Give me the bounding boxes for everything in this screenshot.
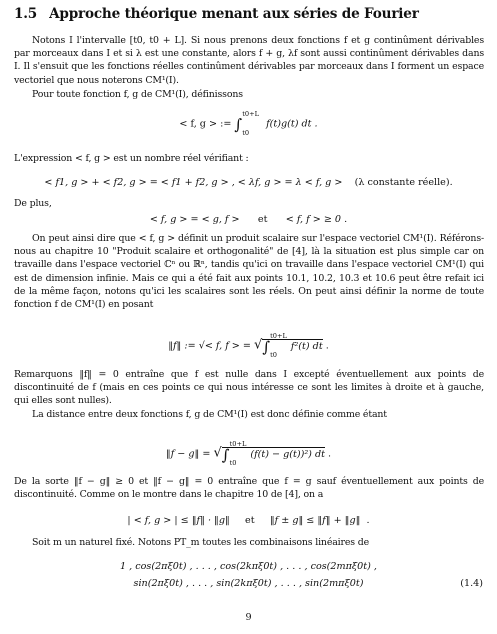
paragraph-3: L'expression < f, g > est un nombre réel vérifiant : [14,153,249,164]
integral-upper-limit: t0+L [242,110,259,118]
norm-integrand: f²(t) dt [290,340,323,352]
inner-product-lhs: < f, g > := [179,118,232,130]
paragraph-6: Remarquons ‖f‖ = 0 entraîne que f est nulle dans I excepté éventuellement aux points de discontinuité de f (mais en ces points ce qui nous intéresse ce sont les limites à droite et à gauche, qui elles sont nulles). [14,369,484,407]
section-heading [14,6,419,22]
integral-lower-limit: t0 [270,351,277,359]
integral-sign: ∫ [234,115,243,134]
equation-trig-line-2 [0,578,497,589]
paragraph-4: De plus, [14,198,52,209]
cauchy-schwarz-inequality: | < f, g > | ≤ ‖f‖ · ‖g‖ [127,515,230,526]
equation-inner-product [0,110,497,138]
trig-basis-cosines: 1 , cos(2πξ0t) , . . . , cos(2kπξ0t) , . . . , cos(2mπξ0t) , [120,561,377,572]
norm-lhs: ‖f‖ := √< f, f > = [168,340,251,352]
equation-trig-line-1 [0,561,497,572]
conjunction-et: et [245,515,255,526]
integral-upper-limit: t0+L [270,332,287,340]
integral-upper-limit: t0+L [229,440,247,448]
symmetry-property: < f, g > = < g, f > [149,214,240,225]
sqrt-sign: √ [254,337,263,353]
distance-integrand: (f(t) − g(t))²) dt [250,448,325,460]
equation-cauchy-schwarz: | < f, g > | ≤ ‖f‖ · ‖g‖ et ‖f ± g‖ ≤ ‖f‖ + ‖g‖ . [127,515,370,526]
linearity-properties: < f1, g > + < f2, g > = < f1 + f2, g > , < λf, g > = λ < f, g > [44,177,343,188]
paragraph-8: De la sorte ‖f − g‖ ≥ 0 et ‖f − g‖ = 0 entraîne que f = g sauf éventuellement aux points de discontinuité. Comme on le montre dans le chapitre 10 de [4], on a [14,476,484,501]
conjunction-et: et [257,214,268,225]
equation-number: (1.4) [460,578,483,589]
page-number: 9 [245,612,252,623]
paragraph-2: Pour toute fonction f, g de CM¹(I), définissons [32,89,243,100]
trig-basis-sines: sin(2πξ0t) , . . . , sin(2kπξ0t) , . . . , sin(2mπξ0t) [133,578,364,589]
positivity-property: < f, f > ≥ 0 . [285,214,348,225]
equation-norm: ‖f‖ := √< f, f > = √∫ t0+L t0 f²(t) dt . [168,332,329,359]
paragraph-5: On peut ainsi dire que < f, g > définit un produit scalaire sur l'espace vectoriel CM¹(I). Référons-nous au chapitre 10 "Produit scalaire et orthogonalité" de [4], là la situation est plus simple car on travaille dans l'espace vectoriel ℂⁿ ou ℝⁿ, tandis qu'ici on travaille dans l'espace vectoriel CM¹(I) qui est de dimension infinie. Mais ce qui a été fait aux points 10.1, 10.2, 10.3 et 10.6 peut être refait ici de la même façon, notons qu'ici les scalaires sont les réels. On peut ainsi définir la norme de toute fonction f de CM¹(I) en posant [14,233,484,311]
equation-symmetry-positivity [0,214,497,225]
triangle-inequality: ‖f ± g‖ ≤ ‖f‖ + ‖g‖ [269,515,361,526]
integral-sign: ∫ [262,337,271,356]
sqrt-sign: √ [213,445,222,461]
inner-product-integrand: f(t)g(t) dt . [266,118,318,130]
lambda-note: (λ constante réelle). [354,177,453,188]
integral-lower-limit: t0 [229,459,237,467]
equation-properties [0,177,497,188]
paragraph-1: Notons I l'intervalle [t0, t0 + L]. Si nous prenons deux fonctions f et g continûment dérivables par morceaux dans I et si λ est une constante, alors f + g, λf sont aussi continûment dérivables dans I. Il s'ensuit que les fonctions réelles continûment dérivables par morceaux dans I forment un espace vectoriel que nous noterons CM¹(I). [14,35,484,86]
section-number: 1.5 [14,6,38,22]
equation-distance: ‖f − g‖ = √∫ t0+L t0 (f(t) − g(t))²) dt . [165,440,332,467]
paragraph-9: Soit m un naturel fixé. Notons PT_m toutes les combinaisons linéaires de [32,537,369,548]
integral-sign: ∫ [221,445,230,464]
distance-lhs: ‖f − g‖ = [165,448,211,460]
integral-lower-limit: t0 [242,129,250,137]
paragraph-7: La distance entre deux fonctions f, g de CM¹(I) est donc définie comme étant [32,409,387,420]
section-title: Approche théorique menant aux séries de Fourier [49,6,419,22]
